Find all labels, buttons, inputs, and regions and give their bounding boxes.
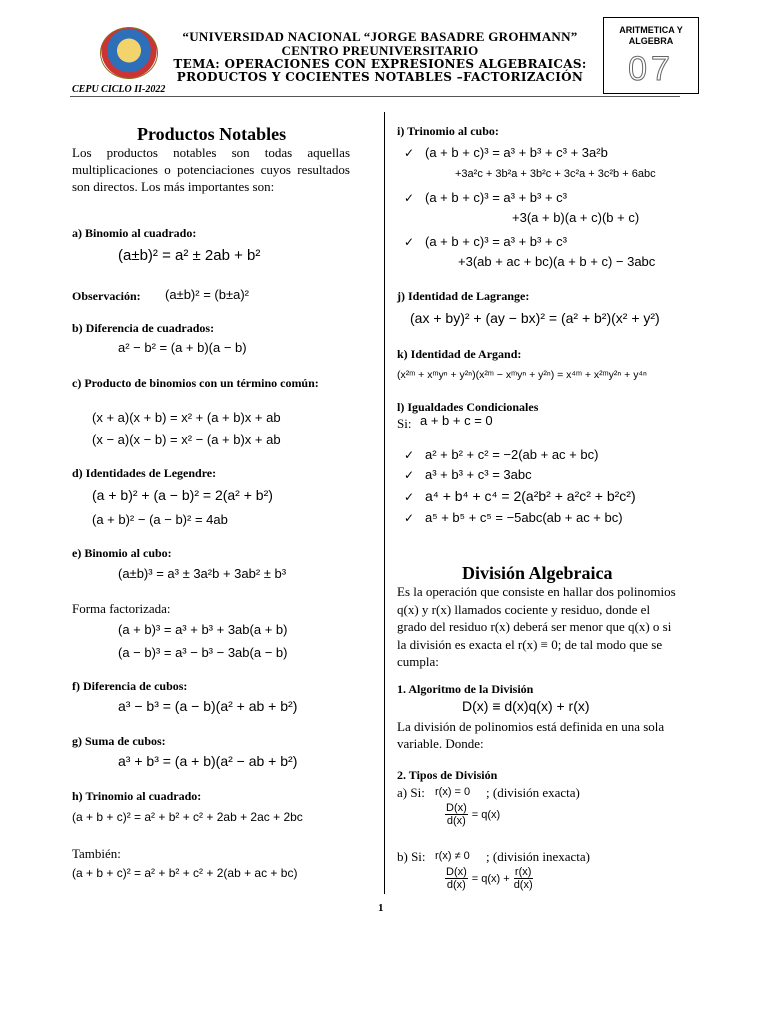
formula-trinomio-cubo-1: (a + b + c)³ = a³ + b³ + c³ + 3a²b [425, 145, 608, 160]
label-si: Si: [397, 416, 412, 431]
fraction [445, 802, 468, 827]
note-division-exacta: ; (división exacta) [486, 785, 580, 800]
quotient-term: = q(x) + [471, 873, 510, 886]
formula-trinomio-cubo-1b: +3a²c + 3b²a + 3b²c + 3c²a + 3c²b + 6abc [455, 168, 656, 180]
formula-legendre-1: (a + b)² + (a − b)² = 2(a² + b²) [92, 487, 273, 503]
check-icon: ✓ [404, 511, 415, 525]
label-binomio-cuadrado: a) Binomio al cuadrado: [72, 226, 197, 240]
section-title-division: División Algebraica [462, 563, 613, 583]
label-tipo-a: a) Si: [397, 785, 425, 800]
subject-box [603, 17, 699, 94]
unit-number: 07 [628, 50, 674, 88]
cycle-label: CEPU CICLO II-2022 [72, 84, 166, 95]
division-intro: Es la operación que consiste en hallar dos polinomios q(x) y r(x) llamados cociente y residuo, donde el grado del residuo r(x) deberá ser menor que q(x) o si la división es exacta el r(x) ≡ 0; de tal modo que se cumpla: [397, 584, 676, 669]
check-icon: ✓ [404, 146, 415, 160]
formula-cubo-factorizada-1: (a + b)³ = a³ + b³ + 3ab(a + b) [118, 622, 288, 637]
university-name: “UNIVERSIDAD NACIONAL “JORGE BASADRE GROHMANN” [182, 29, 578, 44]
label-argand: k) Identidad de Argand: [397, 347, 522, 361]
formula-binomio-cubo: (a±b)³ = a³ ± 3a²b + 3ab² ± b³ [118, 566, 287, 581]
formula-division-inexacta [445, 866, 533, 891]
label-observacion: Observación: [72, 289, 141, 303]
formula-condicional-3: a⁴ + b⁴ + c⁴ = 2(a²b² + a²c² + b²c²) [425, 488, 636, 504]
label-tipos-division: 2. Tipos de División [397, 768, 498, 782]
formula-division-exacta [445, 802, 500, 827]
fraction [445, 866, 468, 891]
check-icon: ✓ [404, 235, 415, 249]
quotient-term: = q(x) [471, 809, 501, 822]
header-divider [70, 96, 680, 97]
label-binomio-cubo: e) Binomio al cubo: [72, 546, 172, 560]
page-number: 1 [378, 902, 384, 914]
formula-algoritmo-division: D(x) ≡ d(x)q(x) + r(x) [462, 698, 590, 714]
formula-trinomio-cubo-3b: +3(ab + ac + bc)(a + b + c) − 3abc [458, 254, 656, 269]
label-suma-cubos: g) Suma de cubos: [72, 734, 166, 748]
formula-argand: (x²ᵐ + xᵐyⁿ + y²ⁿ)(x²ᵐ − xᵐyⁿ + y²ⁿ) = x⁴ᵐ + x²ᵐy²ⁿ + y⁴ⁿ [397, 369, 647, 381]
check-icon: ✓ [404, 468, 415, 482]
denominator: d(x) [446, 815, 466, 827]
formula-trinomio-cuadrado-2: (a + b + c)² = a² + b² + c² + 2(ab + ac + bc) [72, 866, 298, 880]
formula-legendre-2: (a + b)² − (a − b)² = 4ab [92, 512, 228, 527]
denominator: d(x) [446, 879, 466, 891]
formula-trinomio-cubo-2b: +3(a + b)(a + c)(b + c) [512, 210, 640, 225]
formula-producto-binomios-2: (x − a)(x − b) = x² − (a + b)x + ab [92, 432, 281, 447]
formula-suma-cubos: a³ + b³ = (a + b)(a² − ab + b²) [118, 753, 298, 769]
label-trinomio-cuadrado: h) Trinomio al cuadrado: [72, 789, 202, 803]
formula-condicional-2: a³ + b³ + c³ = 3abc [425, 467, 532, 482]
formula-trinomio-cuadrado-1: (a + b + c)² = a² + b² + c² + 2ab + 2ac + 2bc [72, 810, 303, 824]
formula-producto-binomios-1: (x + a)(x + b) = x² + (a + b)x + ab [92, 410, 281, 425]
formula-condicion: a + b + c = 0 [420, 413, 493, 428]
fraction [514, 866, 533, 891]
section-title-productos: Productos Notables [137, 124, 287, 144]
label-trinomio-cubo: i) Trinomio al cubo: [397, 124, 499, 138]
formula-binomio-cuadrado: (a±b)² = a² ± 2ab + b² [118, 247, 261, 264]
center-name: CENTRO PREUNIVERSITARIO [281, 43, 479, 58]
algoritmo-text: La división de polinomios está definida en una sola variable. Donde: [397, 719, 665, 751]
label-diferencia-cubos: f) Diferencia de cubos: [72, 679, 188, 693]
formula-lagrange: (ax + by)² + (ay − bx)² = (a² + b²)(x² + y²) [410, 310, 660, 326]
column-divider [384, 112, 385, 894]
label-tipo-b: b) Si: [397, 849, 426, 864]
formula-observacion: (a±b)² = (b±a)² [165, 287, 249, 302]
formula-cubo-factorizada-2: (a − b)³ = a³ − b³ − 3ab(a − b) [118, 645, 288, 660]
label-algoritmo-division: 1. Algoritmo de la División [397, 682, 534, 696]
label-igualdades-condicionales: l) Igualdades Condicionales [397, 400, 539, 414]
formula-condicional-4: a⁵ + b⁵ + c⁵ = −5abc(ab + ac + bc) [425, 510, 623, 525]
formula-diferencia-cubos: a³ − b³ = (a − b)(a² + ab + b²) [118, 698, 298, 714]
label-producto-binomios: c) Producto de binomios con un término común: [72, 376, 319, 390]
intro-paragraph: Los productos notables son todas aquellas multiplicaciones o potenciaciones cuyos resultados son directos. Los más importantes son: [72, 145, 350, 194]
formula-trinomio-cubo-2: (a + b + c)³ = a³ + b³ + c³ [425, 190, 567, 205]
label-legendre: d) Identidades de Legendre: [72, 466, 217, 480]
formula-diferencia-cuadrados: a² − b² = (a + b)(a − b) [118, 340, 247, 355]
note-division-inexacta: ; (división inexacta) [486, 849, 590, 864]
label-forma-factorizada: Forma factorizada: [72, 601, 171, 616]
label-tambien: También: [72, 846, 121, 861]
numerator: D(x) [446, 866, 467, 878]
formula-trinomio-cubo-3: (a + b + c)³ = a³ + b³ + c³ [425, 234, 567, 249]
check-icon: ✓ [404, 490, 415, 504]
university-logo [100, 27, 158, 79]
subject-name: ARITMETICA Y ALGEBRA [619, 25, 683, 46]
formula-condicional-1: a² + b² + c² = −2(ab + ac + bc) [425, 447, 599, 462]
check-icon: ✓ [404, 191, 415, 205]
formula-tipo-a-condicion: r(x) = 0 [435, 786, 471, 798]
formula-tipo-b-condicion: r(x) ≠ 0 [435, 850, 470, 862]
label-diferencia-cuadrados: b) Diferencia de cuadrados: [72, 321, 215, 335]
denominator: d(x) [513, 879, 533, 891]
numerator: D(x) [446, 802, 467, 814]
topic-subtitle: PRODUCTOS Y COCIENTES NOTABLES –FACTORIZACIÓN [176, 70, 584, 84]
topic-title: TEMA: OPERACIONES CON EXPRESIONES ALGEBRAICAS: [173, 57, 587, 71]
numerator: r(x) [514, 866, 532, 878]
label-lagrange: j) Identidad de Lagrange: [397, 289, 530, 303]
check-icon: ✓ [404, 448, 415, 462]
